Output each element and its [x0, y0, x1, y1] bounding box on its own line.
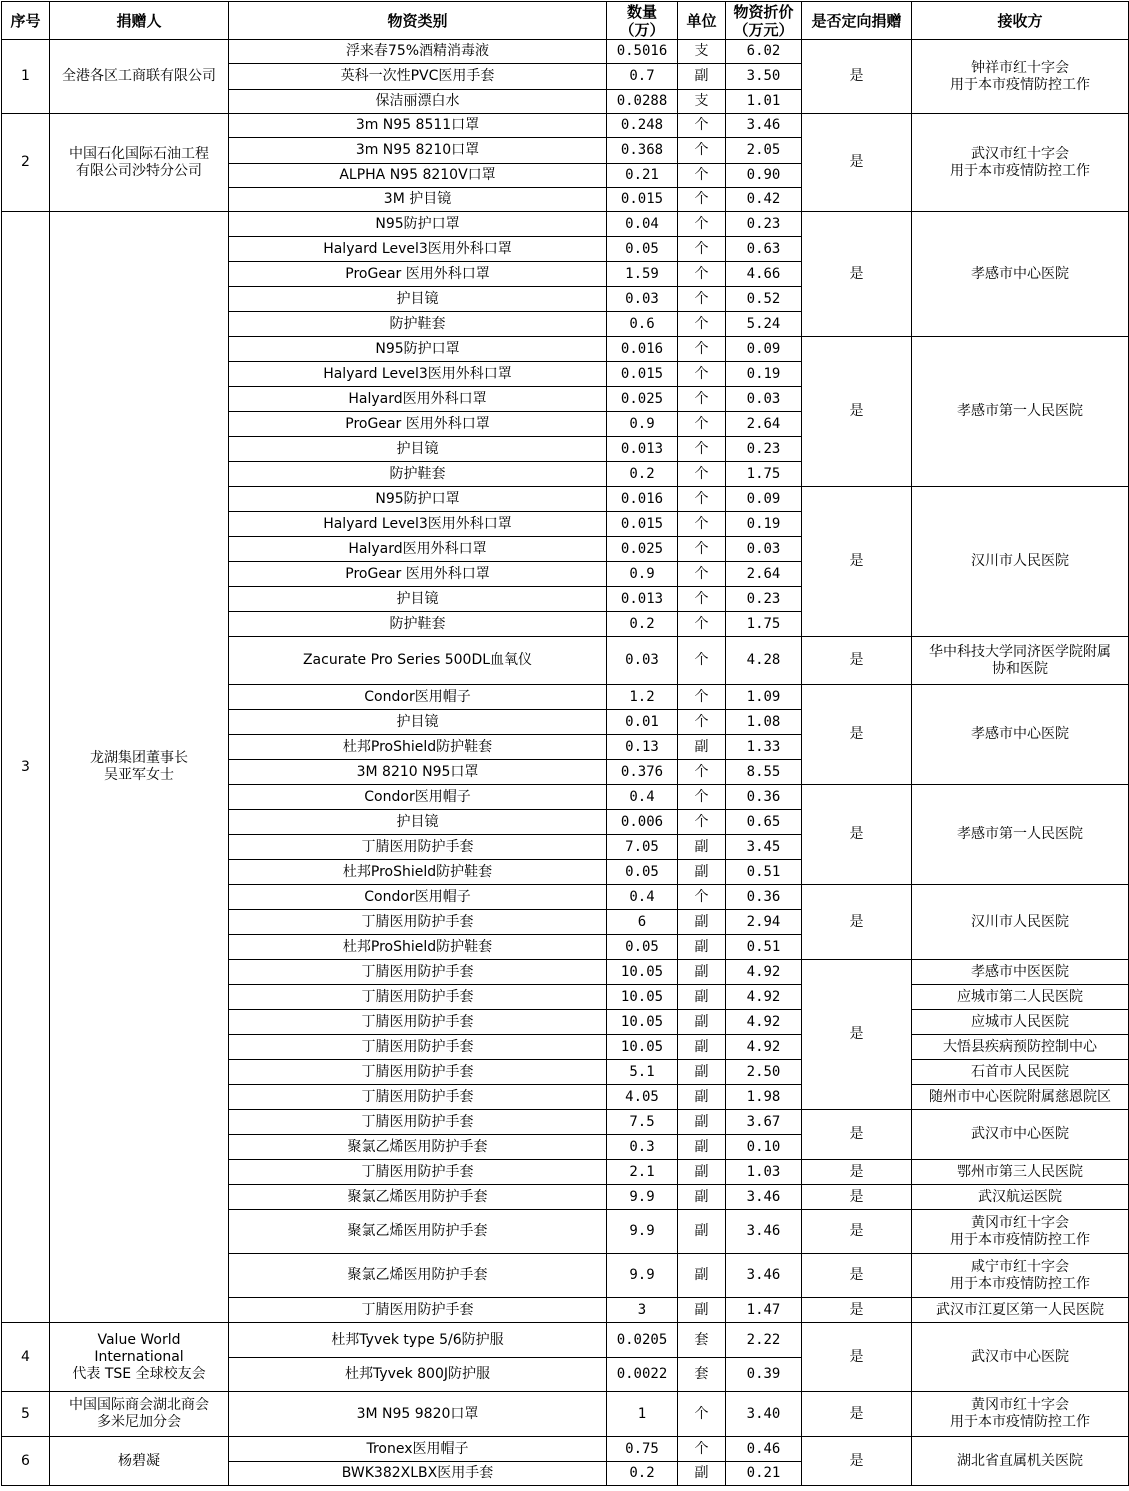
cell-quantity: 5.1	[607, 1060, 678, 1085]
cell-category: 英科一次性PVC医用手套	[229, 64, 607, 90]
cell-category: 护目镜	[229, 710, 607, 735]
cell-value: 0.51	[726, 860, 802, 885]
cell-recipient: 孝感市第一人民医院	[912, 337, 1129, 487]
cell-recipient: 钟祥市红十字会 用于本市疫情防控工作	[912, 40, 1129, 114]
cell-recipient: 孝感市中心医院	[912, 212, 1129, 337]
cell-unit: 个	[678, 412, 726, 437]
cell-value: 0.21	[726, 1462, 802, 1486]
cell-category: 防护鞋套	[229, 612, 607, 637]
cell-quantity: 0.04	[607, 212, 678, 237]
cell-quantity: 6	[607, 910, 678, 935]
cell-unit: 套	[678, 1358, 726, 1392]
cell-category: Zacurate Pro Series 500DL血氧仪	[229, 637, 607, 685]
cell-category: 3m N95 8210口罩	[229, 138, 607, 164]
cell-quantity: 0.9	[607, 562, 678, 587]
cell-category: Halyard Level3医用外科口罩	[229, 237, 607, 262]
cell-quantity: 1.2	[607, 685, 678, 710]
cell-directed: 是	[802, 1185, 912, 1210]
cell-quantity: 7.05	[607, 835, 678, 860]
cell-category: Halyard Level3医用外科口罩	[229, 512, 607, 537]
cell-quantity: 0.013	[607, 437, 678, 462]
cell-value: 6.02	[726, 40, 802, 64]
cell-recipient: 应城市人民医院	[912, 1010, 1129, 1035]
cell-index: 4	[2, 1323, 50, 1392]
cell-category: 丁腈医用防护手套	[229, 835, 607, 860]
cell-value: 0.09	[726, 337, 802, 362]
cell-category: Condor医用帽子	[229, 785, 607, 810]
cell-category: 3M 护目镜	[229, 188, 607, 212]
cell-quantity: 0.05	[607, 237, 678, 262]
cell-unit: 个	[678, 437, 726, 462]
cell-unit: 副	[678, 1135, 726, 1160]
cell-value: 0.46	[726, 1437, 802, 1462]
cell-quantity: 0.376	[607, 760, 678, 785]
table-row	[2, 40, 1129, 64]
cell-category: 丁腈医用防护手套	[229, 985, 607, 1010]
col-header-index: 序号	[2, 2, 50, 40]
table-row	[2, 114, 1129, 138]
cell-unit: 个	[678, 362, 726, 387]
cell-unit: 副	[678, 1185, 726, 1210]
cell-value: 3.50	[726, 64, 802, 90]
header-row	[2, 2, 1129, 40]
cell-value: 3.40	[726, 1392, 802, 1437]
cell-quantity: 0.248	[607, 114, 678, 138]
cell-category: 3m N95 8511口罩	[229, 114, 607, 138]
cell-value: 4.92	[726, 960, 802, 985]
cell-donor: Value World International 代表 TSE 全球校友会	[50, 1323, 229, 1392]
cell-unit: 个	[678, 885, 726, 910]
cell-directed: 是	[802, 337, 912, 487]
cell-directed: 是	[802, 785, 912, 885]
col-header-recipient: 接收方	[912, 2, 1129, 40]
cell-category: 护目镜	[229, 437, 607, 462]
cell-directed: 是	[802, 1437, 912, 1486]
cell-quantity: 0.03	[607, 637, 678, 685]
cell-quantity: 0.006	[607, 810, 678, 835]
cell-recipient: 武汉市中心医院	[912, 1323, 1129, 1392]
cell-quantity: 0.7	[607, 64, 678, 90]
cell-unit: 个	[678, 487, 726, 512]
cell-value: 0.36	[726, 885, 802, 910]
cell-recipient: 石首市人民医院	[912, 1060, 1129, 1085]
cell-unit: 副	[678, 1010, 726, 1035]
cell-quantity: 4.05	[607, 1085, 678, 1110]
cell-unit: 副	[678, 960, 726, 985]
cell-quantity: 0.015	[607, 362, 678, 387]
cell-unit: 副	[678, 1210, 726, 1254]
cell-recipient: 武汉市中心医院	[912, 1110, 1129, 1160]
cell-directed: 是	[802, 1110, 912, 1160]
cell-category: 聚氯乙烯医用防护手套	[229, 1185, 607, 1210]
cell-quantity: 0.368	[607, 138, 678, 164]
cell-category: 防护鞋套	[229, 462, 607, 487]
cell-quantity: 0.015	[607, 512, 678, 537]
cell-unit: 支	[678, 40, 726, 64]
cell-value: 4.92	[726, 1035, 802, 1060]
cell-value: 0.63	[726, 237, 802, 262]
cell-value: 2.94	[726, 910, 802, 935]
col-header-donor: 捐赠人	[50, 2, 229, 40]
cell-directed: 是	[802, 1323, 912, 1392]
cell-unit: 个	[678, 1437, 726, 1462]
cell-directed: 是	[802, 960, 912, 1110]
cell-unit: 个	[678, 114, 726, 138]
cell-category: Halyard医用外科口罩	[229, 387, 607, 412]
cell-category: Condor医用帽子	[229, 885, 607, 910]
cell-value: 4.28	[726, 637, 802, 685]
cell-value: 3.46	[726, 1254, 802, 1298]
cell-donor: 全港各区工商联有限公司	[50, 40, 229, 114]
cell-value: 0.65	[726, 810, 802, 835]
cell-directed: 是	[802, 885, 912, 960]
cell-quantity: 9.9	[607, 1185, 678, 1210]
cell-unit: 个	[678, 612, 726, 637]
cell-directed: 是	[802, 1254, 912, 1298]
cell-category: 3M 8210 N95口罩	[229, 760, 607, 785]
cell-index: 2	[2, 114, 50, 212]
cell-value: 0.52	[726, 287, 802, 312]
cell-quantity: 0.025	[607, 537, 678, 562]
cell-index: 3	[2, 212, 50, 1323]
cell-value: 0.10	[726, 1135, 802, 1160]
cell-recipient: 武汉市红十字会 用于本市疫情防控工作	[912, 114, 1129, 212]
cell-value: 4.66	[726, 262, 802, 287]
cell-category: ALPHA N95 8210V口罩	[229, 164, 607, 188]
cell-category: 丁腈医用防护手套	[229, 1010, 607, 1035]
cell-value: 0.39	[726, 1358, 802, 1392]
cell-unit: 个	[678, 312, 726, 337]
cell-quantity: 0.9	[607, 412, 678, 437]
cell-directed: 是	[802, 40, 912, 114]
cell-value: 3.46	[726, 114, 802, 138]
cell-category: 杜邦Tyvek 800J防护服	[229, 1358, 607, 1392]
cell-directed: 是	[802, 637, 912, 685]
cell-quantity: 3	[607, 1298, 678, 1323]
col-header-value: 物资折价（万元）	[726, 2, 802, 40]
cell-unit: 副	[678, 1160, 726, 1185]
cell-value: 3.67	[726, 1110, 802, 1135]
cell-quantity: 0.21	[607, 164, 678, 188]
cell-quantity: 0.05	[607, 860, 678, 885]
cell-value: 1.33	[726, 735, 802, 760]
cell-recipient: 武汉市江夏区第一人民医院	[912, 1298, 1129, 1323]
cell-value: 2.05	[726, 138, 802, 164]
cell-recipient: 咸宁市红十字会 用于本市疫情防控工作	[912, 1254, 1129, 1298]
cell-recipient: 湖北省直属机关医院	[912, 1437, 1129, 1486]
cell-unit: 个	[678, 1392, 726, 1437]
cell-quantity: 0.0022	[607, 1358, 678, 1392]
cell-donor: 龙湖集团董事长 吴亚军女士	[50, 212, 229, 1323]
cell-recipient: 汉川市人民医院	[912, 885, 1129, 960]
cell-quantity: 7.5	[607, 1110, 678, 1135]
cell-unit: 个	[678, 810, 726, 835]
cell-recipient: 孝感市中医医院	[912, 960, 1129, 985]
cell-quantity: 0.2	[607, 462, 678, 487]
cell-quantity: 0.025	[607, 387, 678, 412]
cell-unit: 个	[678, 237, 726, 262]
cell-category: Tronex医用帽子	[229, 1437, 607, 1462]
cell-category: 丁腈医用防护手套	[229, 1110, 607, 1135]
cell-value: 0.23	[726, 587, 802, 612]
cell-value: 2.64	[726, 412, 802, 437]
cell-quantity: 2.1	[607, 1160, 678, 1185]
cell-value: 3.46	[726, 1185, 802, 1210]
cell-value: 3.46	[726, 1210, 802, 1254]
cell-unit: 个	[678, 262, 726, 287]
cell-value: 1.47	[726, 1298, 802, 1323]
cell-value: 0.23	[726, 212, 802, 237]
cell-quantity: 0.4	[607, 785, 678, 810]
cell-recipient: 鄂州市第三人民医院	[912, 1160, 1129, 1185]
cell-value: 0.03	[726, 537, 802, 562]
cell-unit: 副	[678, 835, 726, 860]
cell-value: 0.36	[726, 785, 802, 810]
cell-quantity: 9.9	[607, 1210, 678, 1254]
cell-unit: 个	[678, 287, 726, 312]
cell-quantity: 0.016	[607, 487, 678, 512]
cell-quantity: 0.4	[607, 885, 678, 910]
cell-recipient: 汉川市人民医院	[912, 487, 1129, 637]
cell-unit: 个	[678, 138, 726, 164]
cell-category: 聚氯乙烯医用防护手套	[229, 1210, 607, 1254]
cell-category: 丁腈医用防护手套	[229, 1160, 607, 1185]
table-row	[2, 1437, 1129, 1462]
cell-unit: 个	[678, 685, 726, 710]
cell-category: 防护鞋套	[229, 312, 607, 337]
cell-unit: 个	[678, 188, 726, 212]
cell-value: 0.19	[726, 512, 802, 537]
cell-directed: 是	[802, 114, 912, 212]
cell-quantity: 1.59	[607, 262, 678, 287]
cell-category: N95防护口罩	[229, 337, 607, 362]
cell-category: 保洁丽漂白水	[229, 90, 607, 114]
cell-value: 0.19	[726, 362, 802, 387]
cell-directed: 是	[802, 1210, 912, 1254]
cell-recipient: 华中科技大学同济医学院附属 协和医院	[912, 637, 1129, 685]
cell-value: 4.92	[726, 985, 802, 1010]
cell-recipient: 随州市中心医院附属慈恩院区	[912, 1085, 1129, 1110]
cell-quantity: 10.05	[607, 960, 678, 985]
cell-category: 聚氯乙烯医用防护手套	[229, 1135, 607, 1160]
cell-category: 杜邦ProShield防护鞋套	[229, 860, 607, 885]
cell-unit: 个	[678, 587, 726, 612]
cell-value: 2.22	[726, 1323, 802, 1358]
cell-directed: 是	[802, 212, 912, 337]
cell-unit: 副	[678, 64, 726, 90]
cell-value: 0.42	[726, 188, 802, 212]
cell-directed: 是	[802, 1392, 912, 1437]
cell-unit: 副	[678, 735, 726, 760]
cell-recipient: 应城市第二人民医院	[912, 985, 1129, 1010]
cell-category: 护目镜	[229, 587, 607, 612]
cell-value: 2.64	[726, 562, 802, 587]
cell-category: Condor医用帽子	[229, 685, 607, 710]
cell-recipient: 孝感市中心医院	[912, 685, 1129, 785]
cell-recipient: 孝感市第一人民医院	[912, 785, 1129, 885]
cell-value: 4.92	[726, 1010, 802, 1035]
cell-category: ProGear 医用外科口罩	[229, 412, 607, 437]
cell-directed: 是	[802, 487, 912, 637]
cell-unit: 副	[678, 910, 726, 935]
cell-category: 护目镜	[229, 287, 607, 312]
cell-unit: 副	[678, 1035, 726, 1060]
cell-value: 0.09	[726, 487, 802, 512]
cell-value: 1.75	[726, 612, 802, 637]
cell-category: Halyard Level3医用外科口罩	[229, 362, 607, 387]
cell-category: ProGear 医用外科口罩	[229, 562, 607, 587]
cell-unit: 副	[678, 1060, 726, 1085]
cell-category: 护目镜	[229, 810, 607, 835]
cell-index: 6	[2, 1437, 50, 1486]
cell-value: 0.23	[726, 437, 802, 462]
cell-donor: 杨碧凝	[50, 1437, 229, 1486]
cell-unit: 个	[678, 562, 726, 587]
cell-unit: 个	[678, 710, 726, 735]
cell-unit: 个	[678, 337, 726, 362]
col-header-quantity: 数量（万）	[607, 2, 678, 40]
cell-recipient: 黄冈市红十字会 用于本市疫情防控工作	[912, 1210, 1129, 1254]
cell-value: 1.01	[726, 90, 802, 114]
cell-donor: 中国石化国际石油工程 有限公司沙特分公司	[50, 114, 229, 212]
cell-unit: 个	[678, 164, 726, 188]
cell-quantity: 0.0205	[607, 1323, 678, 1358]
cell-quantity: 9.9	[607, 1254, 678, 1298]
table-row	[2, 212, 1129, 237]
cell-index: 5	[2, 1392, 50, 1437]
cell-unit: 副	[678, 985, 726, 1010]
cell-quantity: 0.016	[607, 337, 678, 362]
cell-quantity: 0.5016	[607, 40, 678, 64]
cell-category: 3M N95 9820口罩	[229, 1392, 607, 1437]
cell-unit: 副	[678, 935, 726, 960]
cell-directed: 是	[802, 1160, 912, 1185]
cell-quantity: 0.13	[607, 735, 678, 760]
cell-directed: 是	[802, 1298, 912, 1323]
cell-recipient: 武汉航运医院	[912, 1185, 1129, 1210]
cell-value: 3.45	[726, 835, 802, 860]
cell-category: 丁腈医用防护手套	[229, 1060, 607, 1085]
cell-quantity: 1	[607, 1392, 678, 1437]
cell-category: N95防护口罩	[229, 212, 607, 237]
cell-category: 丁腈医用防护手套	[229, 1298, 607, 1323]
cell-unit: 个	[678, 760, 726, 785]
cell-unit: 个	[678, 537, 726, 562]
cell-category: ProGear 医用外科口罩	[229, 262, 607, 287]
cell-value: 0.03	[726, 387, 802, 412]
cell-value: 1.03	[726, 1160, 802, 1185]
cell-unit: 个	[678, 212, 726, 237]
cell-quantity: 10.05	[607, 1035, 678, 1060]
cell-unit: 副	[678, 860, 726, 885]
table-row	[2, 1323, 1129, 1358]
cell-donor: 中国国际商会湖北商会 多米尼加分会	[50, 1392, 229, 1437]
cell-quantity: 0.05	[607, 935, 678, 960]
cell-unit: 个	[678, 387, 726, 412]
cell-recipient: 黄冈市红十字会 用于本市疫情防控工作	[912, 1392, 1129, 1437]
cell-unit: 副	[678, 1110, 726, 1135]
cell-unit: 支	[678, 90, 726, 114]
col-header-category: 物资类别	[229, 2, 607, 40]
cell-quantity: 0.03	[607, 287, 678, 312]
cell-unit: 套	[678, 1323, 726, 1358]
cell-category: 杜邦ProShield防护鞋套	[229, 935, 607, 960]
cell-quantity: 0.2	[607, 1462, 678, 1486]
cell-quantity: 0.01	[607, 710, 678, 735]
cell-category: Halyard医用外科口罩	[229, 537, 607, 562]
cell-quantity: 0.2	[607, 612, 678, 637]
cell-category: 丁腈医用防护手套	[229, 910, 607, 935]
cell-category: 丁腈医用防护手套	[229, 1035, 607, 1060]
cell-value: 1.08	[726, 710, 802, 735]
col-header-unit: 单位	[678, 2, 726, 40]
cell-quantity: 10.05	[607, 1010, 678, 1035]
cell-value: 8.55	[726, 760, 802, 785]
cell-category: 聚氯乙烯医用防护手套	[229, 1254, 607, 1298]
cell-category: 杜邦ProShield防护鞋套	[229, 735, 607, 760]
cell-category: 丁腈医用防护手套	[229, 1085, 607, 1110]
cell-quantity: 0.3	[607, 1135, 678, 1160]
col-header-directed: 是否定向捐赠	[802, 2, 912, 40]
cell-value: 2.50	[726, 1060, 802, 1085]
cell-quantity: 0.75	[607, 1437, 678, 1462]
cell-value: 1.09	[726, 685, 802, 710]
cell-category: BWK382XLBX医用手套	[229, 1462, 607, 1486]
cell-unit: 个	[678, 785, 726, 810]
cell-unit: 副	[678, 1085, 726, 1110]
cell-value: 0.51	[726, 935, 802, 960]
cell-unit: 副	[678, 1298, 726, 1323]
cell-category: N95防护口罩	[229, 487, 607, 512]
cell-index: 1	[2, 40, 50, 114]
cell-value: 1.98	[726, 1085, 802, 1110]
cell-unit: 副	[678, 1462, 726, 1486]
cell-recipient: 大悟县疾病预防控制中心	[912, 1035, 1129, 1060]
table-row	[2, 1392, 1129, 1437]
cell-quantity: 0.013	[607, 587, 678, 612]
cell-category: 浮来春75%酒精消毒液	[229, 40, 607, 64]
cell-value: 5.24	[726, 312, 802, 337]
cell-unit: 个	[678, 637, 726, 685]
cell-category: 杜邦Tyvek type 5/6防护服	[229, 1323, 607, 1358]
cell-directed: 是	[802, 685, 912, 785]
cell-value: 1.75	[726, 462, 802, 487]
cell-unit: 个	[678, 512, 726, 537]
donation-table	[1, 1, 1129, 1486]
cell-unit: 个	[678, 462, 726, 487]
cell-quantity: 0.0288	[607, 90, 678, 114]
cell-unit: 副	[678, 1254, 726, 1298]
cell-quantity: 10.05	[607, 985, 678, 1010]
cell-category: 丁腈医用防护手套	[229, 960, 607, 985]
cell-quantity: 0.015	[607, 188, 678, 212]
cell-value: 0.90	[726, 164, 802, 188]
cell-quantity: 0.6	[607, 312, 678, 337]
